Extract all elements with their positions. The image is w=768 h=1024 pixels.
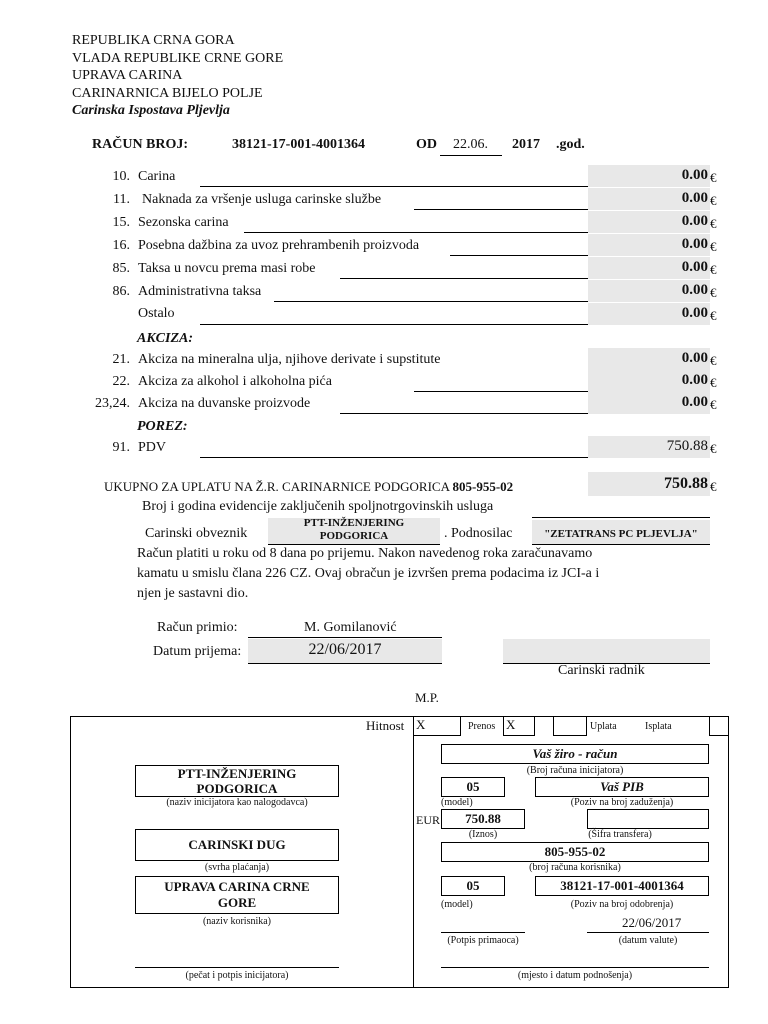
total-text: UKUPNO ZA UPLATU NA Ž.R. CARINARNICE PODGORICA	[104, 479, 450, 494]
podnosilac-label: . Podnosilac	[444, 526, 513, 541]
recipient-account-caption: (broj računa korisnika)	[529, 862, 621, 873]
slip-divider	[413, 716, 414, 988]
sifra-caption: (Šifra transfera)	[588, 829, 652, 840]
row-currency: €	[710, 216, 717, 231]
total-account: 805-955-02	[452, 479, 514, 494]
recipient-line-2: GORE	[217, 895, 257, 910]
total-label	[104, 479, 513, 495]
isplata-label: Isplata	[645, 721, 672, 732]
uplata-label: Uplata	[590, 721, 617, 732]
row-code: 86.	[112, 284, 130, 299]
purpose-box: CARINSKI DUG	[135, 829, 339, 861]
datum-value: 22/06/2017	[308, 641, 382, 658]
row-currency: €	[710, 308, 717, 323]
row-code: 15.	[112, 215, 130, 230]
row-code: 11.	[113, 192, 130, 207]
row-amount: 0.00	[681, 259, 708, 275]
recipient-line-1: UPRAVA CARINA CRNE	[164, 879, 310, 894]
hitnost-label: Hitnost	[366, 718, 405, 733]
note-line-3: njen je sastavni dio.	[137, 586, 249, 601]
row-line	[414, 209, 588, 210]
row-label: Taksa u novcu prema masi robe	[138, 261, 316, 276]
akciza-code: 22.	[112, 374, 130, 389]
row-label: Administrativna taksa	[138, 284, 262, 299]
header-line-3: UPRAVA CARINA	[72, 68, 183, 83]
obveznik-line	[268, 544, 440, 545]
akciza-code: 23,24.	[95, 396, 130, 411]
row-currency: €	[710, 285, 717, 300]
akciza-amount: 0.00	[681, 350, 708, 366]
row-label: Ostalo	[138, 306, 175, 321]
porez-label: PDV	[138, 440, 167, 455]
row-currency: €	[710, 193, 717, 208]
invoice-date: 22.06.	[453, 137, 488, 152]
evidence-label: Broj i godina evidencije zaključenih spoljnotrgovinskih usluga	[142, 499, 494, 514]
obveznik-line-2: PODGORICA	[319, 530, 389, 542]
porez-title: POREZ:	[137, 419, 188, 434]
akciza-currency: €	[710, 397, 717, 412]
amount-caption: (Iznos)	[468, 829, 498, 840]
prenos-box[interactable]: X	[503, 716, 535, 736]
row-code: 16.	[112, 238, 130, 253]
header-line-5: Carinska Ispostava Pljevlja	[72, 103, 230, 118]
datum-line	[248, 663, 442, 664]
amount-box: 750.88	[441, 809, 525, 829]
akciza-line	[414, 391, 588, 392]
primio-line	[248, 637, 442, 638]
date-caption: (datum valute)	[618, 935, 678, 946]
pib-caption: (Poziv na broj zaduženja)	[570, 797, 674, 808]
porez-code: 91.	[112, 440, 130, 455]
note-line-1: Račun platiti u roku od 8 dana po prijemu. Nakon navedenog roka zaračunavamo	[137, 546, 593, 561]
model2-box: 05	[441, 876, 505, 896]
akciza-currency: €	[710, 375, 717, 390]
value-date: 22/06/2017	[622, 915, 682, 930]
row-amount: 0.00	[681, 305, 708, 321]
recipient-account-box: 805-955-02	[441, 842, 709, 862]
prenos-label: Prenos	[468, 721, 496, 732]
place-line	[441, 967, 709, 968]
porez-line	[200, 457, 588, 458]
pib-box: Vaš PIB	[535, 777, 709, 797]
invoice-number: 38121-17-001-4001364	[232, 137, 365, 152]
account-box: Vaš žiro - račun	[441, 744, 709, 764]
akciza-label: Akciza na duvanske proizvode	[138, 396, 311, 411]
model1-box: 05	[441, 777, 505, 797]
row-code: 85.	[112, 261, 130, 276]
model2-caption: (model)	[441, 899, 473, 910]
row-label: Sezonska carina	[138, 215, 229, 230]
header-line-2: VLADA REPUBLIKE CRNE GORE	[72, 51, 284, 66]
place-caption: (mjesto i datum podnošenja)	[517, 970, 633, 981]
eur-label: EUR	[416, 813, 440, 827]
primio-value: M. Gomilanović	[304, 620, 397, 635]
evidence-line	[532, 517, 710, 518]
payer-box	[135, 765, 339, 797]
primio-label: Račun primio:	[157, 620, 238, 635]
date-line	[587, 932, 709, 933]
row-currency: €	[710, 170, 717, 185]
akciza-label: Akciza na mineralna ulja, njihove derivate i supstitute	[138, 352, 441, 367]
note-line-2: kamatu u smislu člana 226 CZ. Ovaj obračun je izvršen prema podacima iz JCI-a i	[137, 566, 600, 581]
header-line-4: CARINARNICA BIJELO POLJE	[72, 86, 263, 101]
akciza-currency: €	[710, 353, 717, 368]
row-code: 10.	[112, 169, 130, 184]
porez-amount: 750.88	[666, 438, 708, 454]
row-currency: €	[710, 239, 717, 254]
recipient-caption: (naziv korisnika)	[202, 916, 272, 927]
obveznik-label: Carinski obveznik	[145, 526, 248, 541]
row-line	[450, 255, 588, 256]
payer-caption: (naziv inicijatora kao nalogodavca)	[166, 797, 308, 808]
podnosilac-value: "ZETATRANS PC PLJEVLJA"	[544, 528, 698, 540]
datum-label: Datum prijema:	[153, 644, 242, 659]
sig-line	[441, 932, 525, 933]
akciza-line	[340, 413, 588, 414]
akciza-amount: 0.00	[681, 372, 708, 388]
akciza-code: 21.	[112, 352, 130, 367]
total-currency: €	[710, 479, 717, 494]
radnik-bg	[503, 639, 710, 663]
stamp-line	[135, 967, 339, 968]
uplata-box[interactable]	[553, 716, 587, 736]
invoice-label: RAČUN BROJ:	[92, 137, 189, 152]
isplata-box[interactable]	[709, 716, 729, 736]
row-line	[340, 278, 588, 279]
model1-caption: (model)	[441, 797, 473, 808]
radnik-label: Carinski radnik	[558, 663, 645, 678]
obveznik-value	[268, 517, 440, 543]
mp-label: M.P.	[415, 690, 439, 705]
recipient-box	[135, 876, 339, 914]
akciza-title: AKCIZA:	[137, 331, 194, 346]
akciza-label: Akciza za alkohol i alkoholna pića	[138, 374, 332, 389]
akciza-amount: 0.00	[681, 394, 708, 410]
ref-box: 38121-17-001-4001364	[535, 876, 709, 896]
header-line-1: REPUBLIKA CRNA GORA	[72, 33, 235, 48]
row-amount: 0.00	[681, 236, 708, 252]
row-line	[200, 324, 588, 325]
account-caption: (Broj računa inicijatora)	[526, 765, 624, 776]
porez-currency: €	[710, 441, 717, 456]
obveznik-line-1: PTT-INŽENJERING	[303, 517, 405, 529]
invoice-god: .god.	[556, 137, 585, 152]
payer-line-2: PODGORICA	[196, 781, 278, 796]
stamp-caption: (pečat i potpis inicijatora)	[185, 970, 289, 981]
invoice-od: OD	[416, 137, 437, 152]
total-amount: 750.88	[664, 475, 708, 492]
podnosilac-line	[532, 544, 710, 545]
invoice-year: 2017	[512, 137, 540, 152]
row-line	[274, 301, 588, 302]
row-label: Carina	[138, 169, 176, 184]
row-amount: 0.00	[681, 167, 708, 183]
row-line	[200, 186, 588, 187]
purpose-caption: (svrha plaćanja)	[204, 862, 270, 873]
row-currency: €	[710, 262, 717, 277]
sifra-box	[587, 809, 709, 829]
hitnost-box[interactable]: X	[413, 716, 461, 736]
row-amount: 0.00	[681, 190, 708, 206]
sig-caption: (Potpis primaoca)	[447, 935, 519, 946]
row-label: Naknada za vršenje usluga carinske službe	[142, 192, 382, 207]
payer-line-1: PTT-INŽENJERING	[177, 766, 297, 781]
row-amount: 0.00	[681, 282, 708, 298]
row-label: Posebna dažbina za uvoz prehrambenih proizvoda	[138, 238, 420, 253]
ref-caption: (Poziv na broj odobrenja)	[570, 899, 674, 910]
row-amount: 0.00	[681, 213, 708, 229]
row-line	[244, 232, 588, 233]
invoice-date-line	[440, 155, 502, 156]
